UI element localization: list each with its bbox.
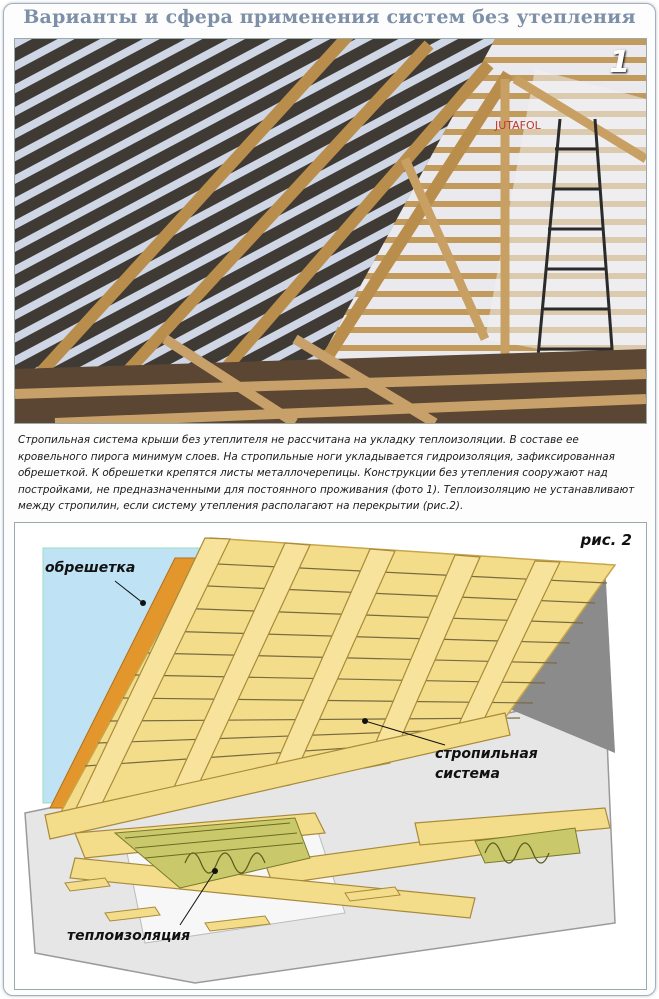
label-rafter-line1: стропильная <box>435 746 538 762</box>
photo-number: 1 <box>609 45 630 80</box>
attic-photo <box>14 38 647 424</box>
label-insulation: теплоизоляция <box>67 928 191 944</box>
caption-text: Стропильная система крыши без утеплителя не рассчитана на укладку теплоизоляции. В составе ее кровельного пирога минимум слоев. На стропильные ноги укладывается гидроизоляция, зафиксированная обрешеткой. К обрешетки крепятся листы металлочерепицы. Конструкции без утепления сооружают над постройками, не предназначенными для постоянного проживания (фото 1). Теплоизоляцию не устанавливают между стропилин, если систему утепления располагают на перекрытии (рис.2). <box>18 434 635 512</box>
page-title: Варианты и сфера применения систем без утепления <box>23 6 636 28</box>
attic-photo-illustration <box>15 39 646 423</box>
label-lathing: обрешетка <box>45 560 136 576</box>
roof-diagram <box>15 523 646 989</box>
brand-text: JUTAFOL <box>495 119 541 132</box>
figure-2 <box>14 522 647 990</box>
label-rafter-line2: система <box>435 766 500 782</box>
figure-number: рис. 2 <box>580 531 632 549</box>
